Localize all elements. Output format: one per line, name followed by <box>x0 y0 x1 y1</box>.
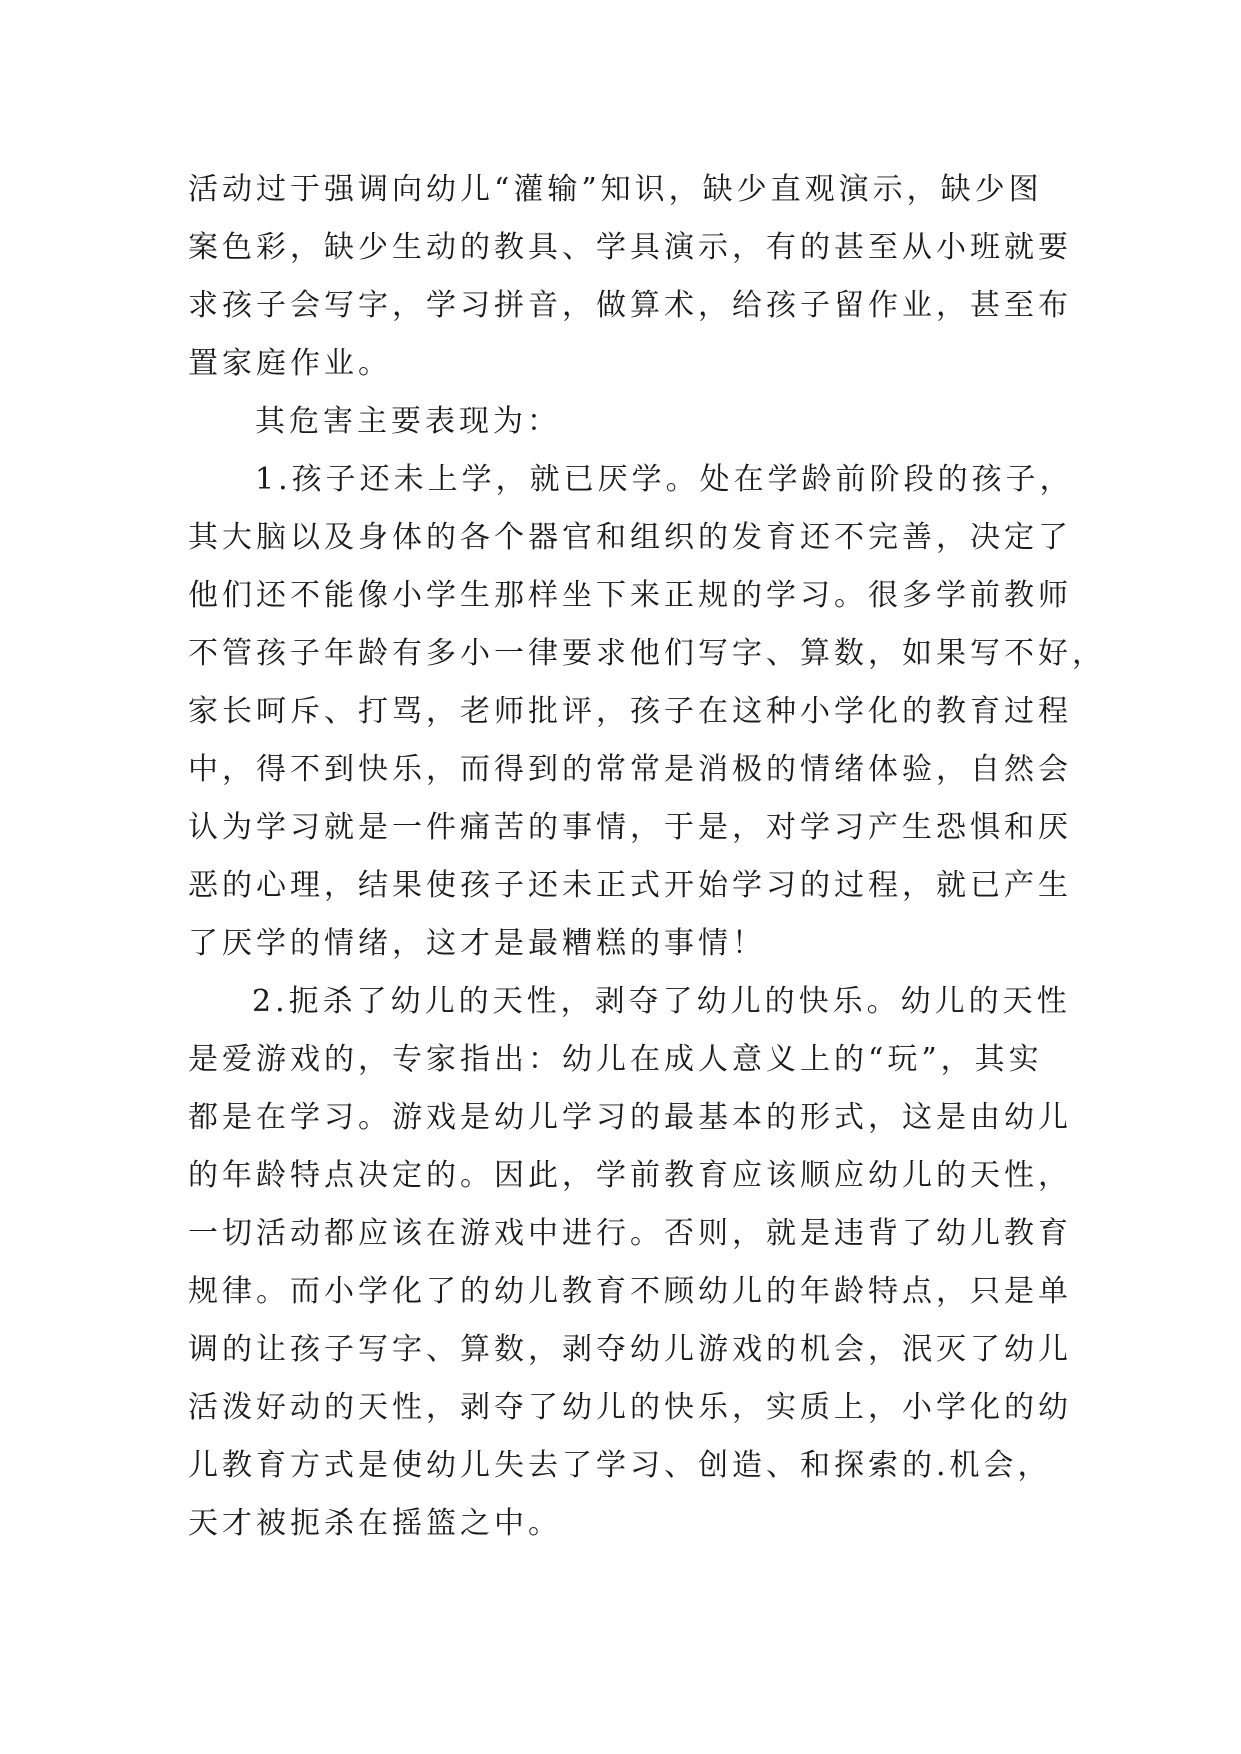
text-line: 求孩子会写字，学习拼音，做算术，给孩子留作业，甚至布 <box>188 288 1072 323</box>
text-line: 恶的心理，结果使孩子还未正式开始学习的过程，就已产生 <box>188 868 1072 903</box>
text-line: 其大脑以及身体的各个器官和组织的发育还不完善，决定了 <box>188 520 1072 555</box>
text-line: 认为学习就是一件痛苦的事情，于是，对学习产生恐惧和厌 <box>188 810 1072 845</box>
text-line: 2.扼杀了幼儿的天性，剥夺了幼儿的快乐。幼儿的天性 <box>252 984 1071 1019</box>
text-line: 规律。而小学化了的幼儿教育不顾幼儿的年龄特点，只是单 <box>188 1274 1072 1309</box>
text-line: 都是在学习。游戏是幼儿学习的最基本的形式，这是由幼儿 <box>188 1100 1072 1135</box>
document-body <box>188 161 1106 1553</box>
text-line: 了厌学的情绪，这才是最糟糕的事情！ <box>188 926 766 961</box>
text-line: 他们还不能像小学生那样坐下来正规的学习。很多学前教师 <box>188 578 1072 613</box>
text-line: 置家庭作业。 <box>188 346 392 381</box>
text-line: 调的让孩子写字、算数，剥夺幼儿游戏的机会，泯灭了幼儿 <box>188 1332 1072 1367</box>
text-line: 不管孩子年龄有多小一律要求他们写字、算数，如果写不好， <box>188 636 1106 671</box>
text-line: 儿教育方式是使幼儿失去了学习、创造、和探索的.机会， <box>188 1448 1052 1483</box>
text-line: 天才被扼杀在摇篮之中。 <box>188 1506 562 1541</box>
text-line: 其危害主要表现为： <box>255 404 561 439</box>
text-line: 1.孩子还未上学，就已厌学。处在学龄前阶段的孩子， <box>255 462 1074 497</box>
text-line: 活动过于强调向幼儿“灌输”知识，缺少直观演示，缺少图 <box>188 172 1043 207</box>
text-line: 一切活动都应该在游戏中进行。否则，就是违背了幼儿教育 <box>188 1216 1072 1251</box>
text-line: 活泼好动的天性，剥夺了幼儿的快乐，实质上，小学化的幼 <box>188 1390 1072 1425</box>
text-line: 是爱游戏的，专家指出：幼儿在成人意义上的“玩”，其实 <box>188 1042 1043 1077</box>
text-line: 的年龄特点决定的。因此，学前教育应该顺应幼儿的天性， <box>188 1158 1072 1193</box>
text-line: 中，得不到快乐，而得到的常常是消极的情绪体验，自然会 <box>188 752 1072 787</box>
text-line: 案色彩，缺少生动的教具、学具演示，有的甚至从小班就要 <box>188 230 1072 265</box>
text-line: 家长呵斥、打骂，老师批评，孩子在这种小学化的教育过程 <box>188 694 1072 729</box>
